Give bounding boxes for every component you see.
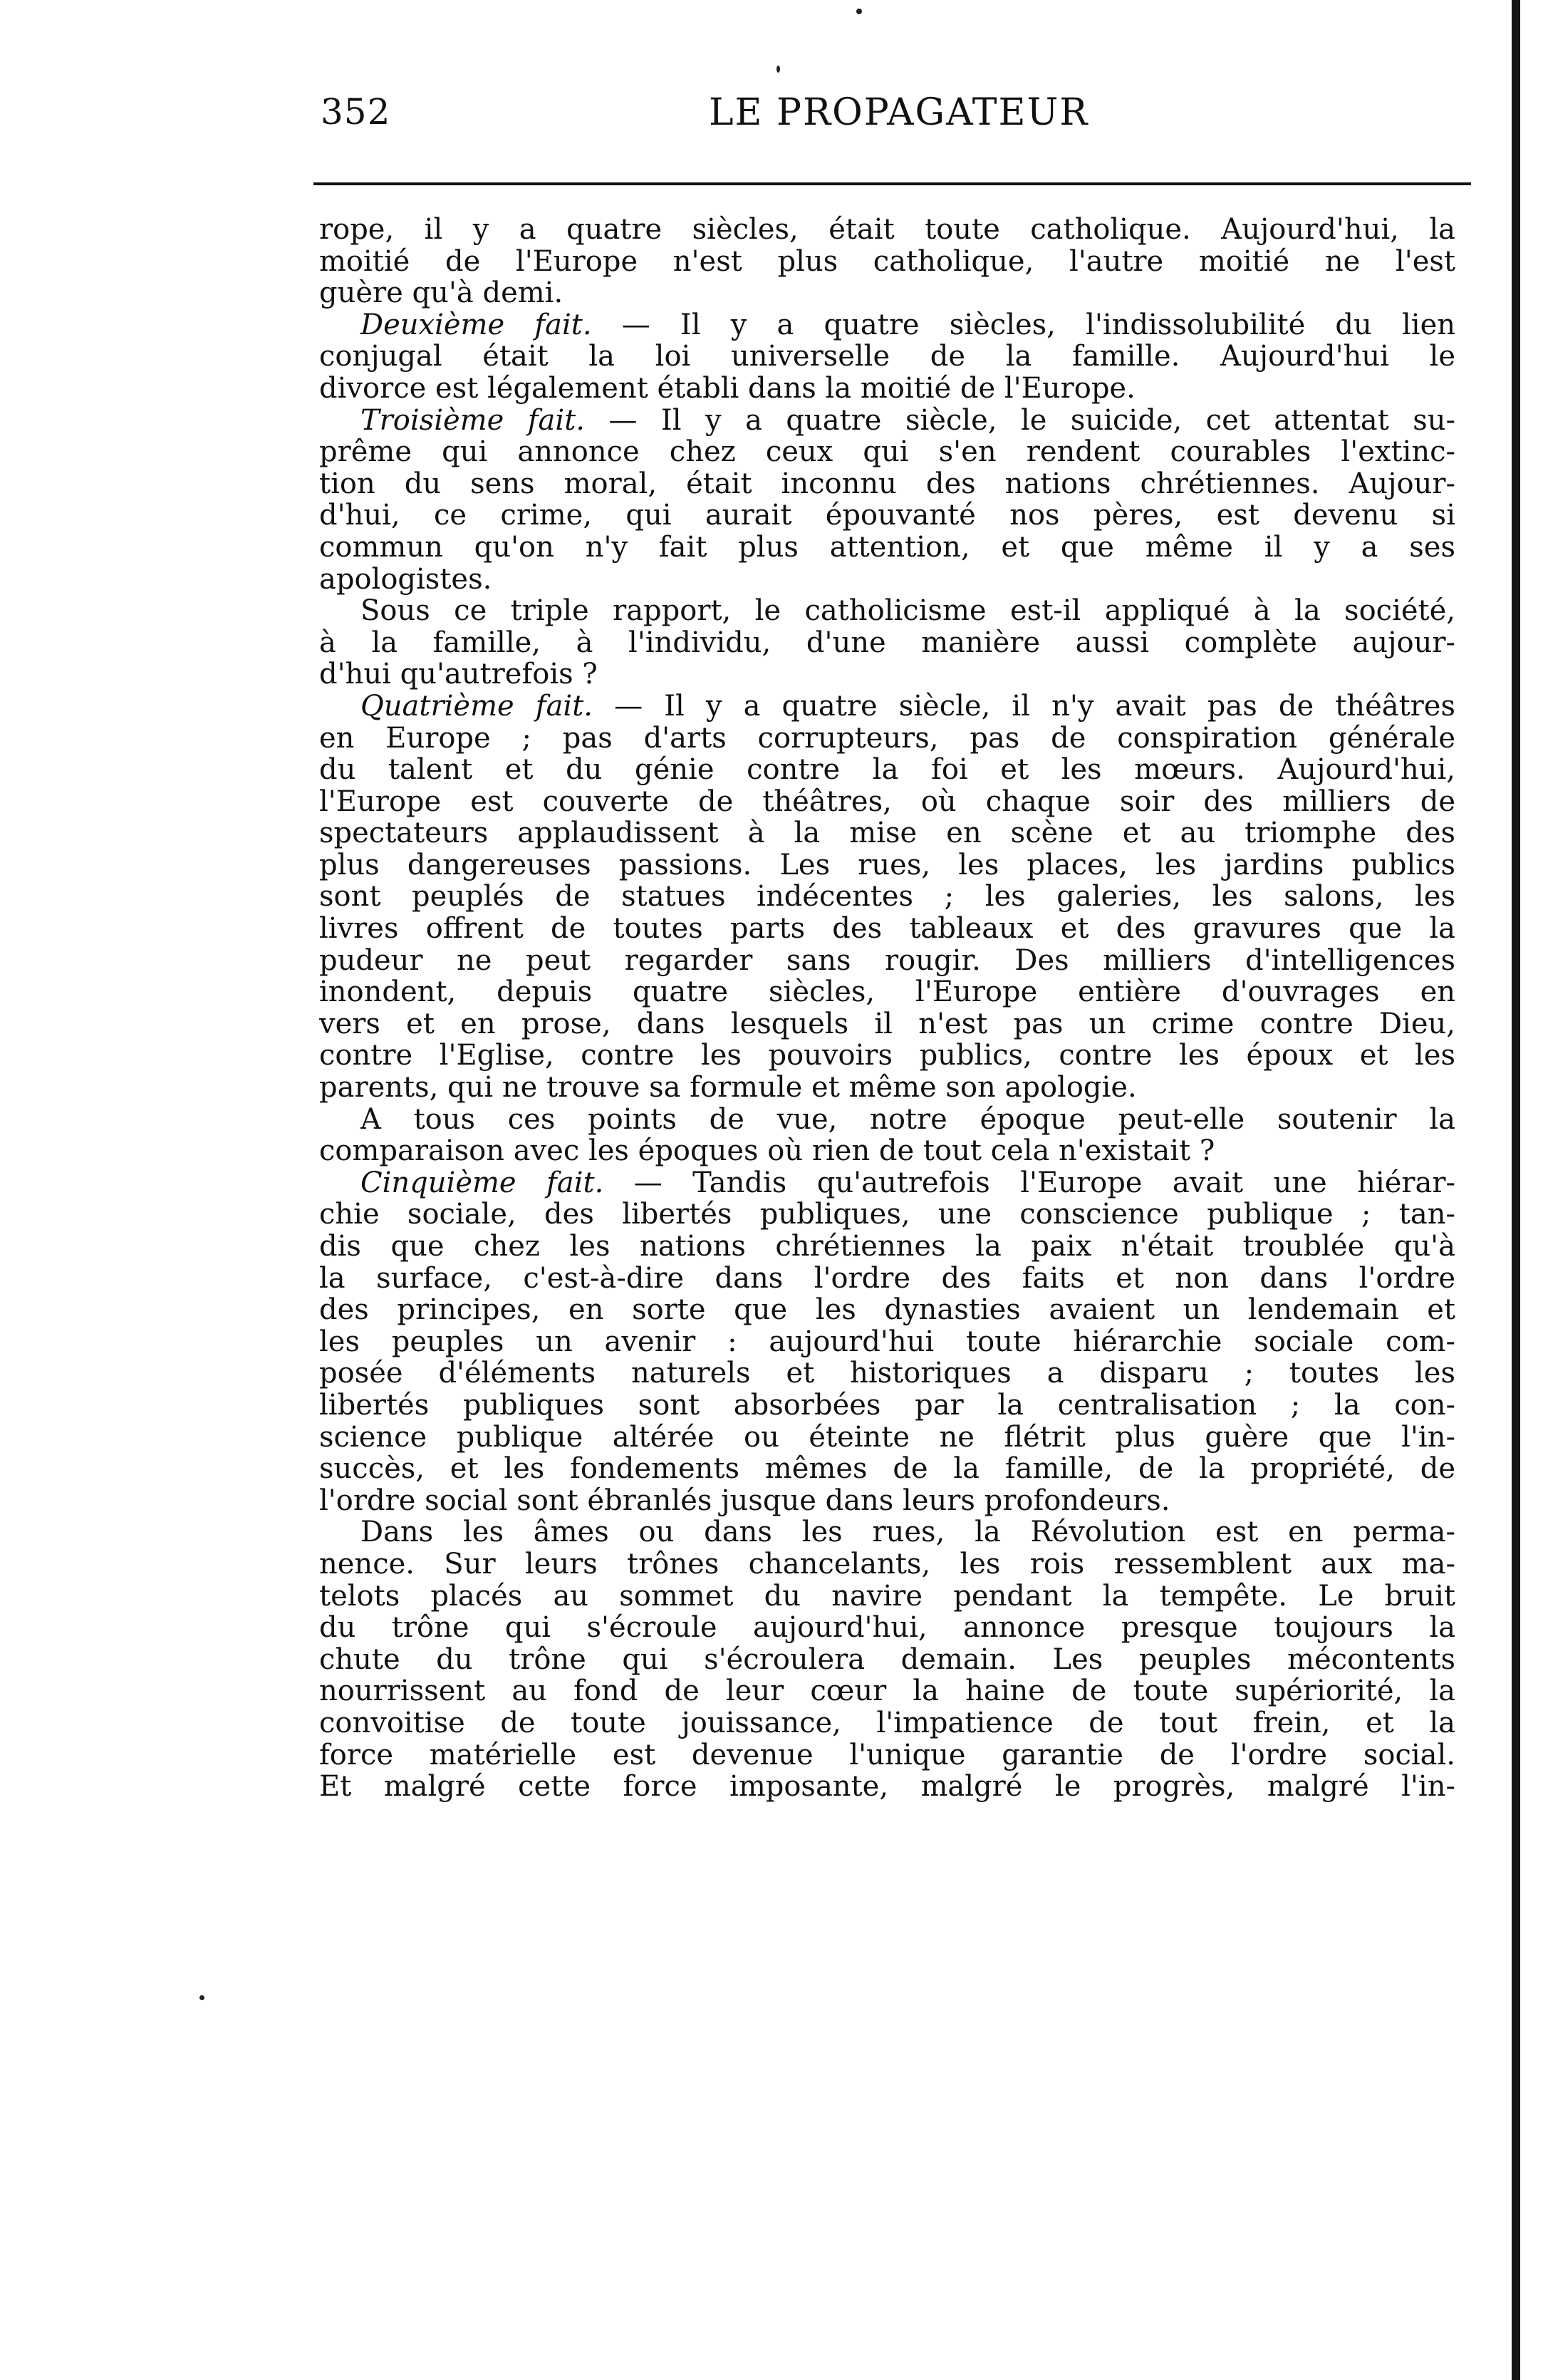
- text-line: [319, 373, 1455, 405]
- text-line: [319, 1739, 1455, 1771]
- line-text: prême qui annonce chez ceux qui s'en rendent courables l'extinc-: [319, 435, 1455, 469]
- line-text: l'ordre social sont ébranlés jusque dans leurs profondeurs.: [319, 1484, 1170, 1517]
- text-line: [319, 1294, 1455, 1326]
- line-text: sont peuplés de statues indécentes ; les galeries, les salons, les: [319, 880, 1455, 914]
- text-line: [319, 1580, 1455, 1613]
- text-line: [319, 1422, 1455, 1454]
- text-line: [319, 1548, 1455, 1580]
- line-text: dis que chez les nations chrétiennes la paix n'était troublée qu'à: [319, 1230, 1455, 1263]
- line-text: des principes, en sorte que les dynasties avaient un lendemain et: [319, 1293, 1455, 1327]
- text-line: [319, 627, 1455, 659]
- line-text: convoitise de toute jouissance, l'impatience de tout frein, et la: [319, 1706, 1455, 1739]
- line-text: d'hui, ce crime, qui aurait épouvanté nos pères, est devenu si: [319, 499, 1455, 532]
- section-lead: Cinquième fait.: [360, 1166, 604, 1199]
- text-line: [319, 1326, 1455, 1358]
- line-text: — Tandis qu'autrefois l'Europe avait une hiérar-: [603, 1166, 1455, 1199]
- section-lead: Quatrième fait.: [360, 689, 593, 723]
- text-line: [319, 214, 1455, 246]
- line-text: conjugal était la loi universelle de la famille. Aujourd'hui le: [319, 340, 1455, 373]
- line-text: comparaison avec les époques où rien de tout cela n'existait ?: [319, 1134, 1215, 1168]
- line-text: chute du trône qui s'écroulera demain. Les peuples mécontents: [319, 1642, 1455, 1676]
- line-text: du talent et du génie contre la foi et les mœurs. Aujourd'hui,: [319, 753, 1455, 787]
- line-text: l'Europe est couverte de théâtres, où chaque soir des milliers de: [319, 785, 1455, 818]
- scan-speck: [856, 9, 862, 14]
- text-line: [319, 1008, 1455, 1040]
- text-line: [319, 849, 1455, 881]
- text-line: [319, 817, 1455, 849]
- text-line: [319, 341, 1455, 373]
- scan-speck: [776, 66, 780, 73]
- text-line: [319, 690, 1455, 723]
- line-text: A tous ces points de vue, notre époque peut-elle soutenir la: [360, 1102, 1455, 1136]
- line-text: plus dangereuses passions. Les rues, les places, les jardins publics: [319, 848, 1455, 881]
- line-text: vers et en prose, dans lesquels il n'est pas un crime contre Dieu,: [319, 1007, 1455, 1040]
- text-line: [319, 1644, 1455, 1676]
- line-text: en Europe ; pas d'arts corrupteurs, pas de conspiration générale: [319, 721, 1455, 755]
- text-line: [319, 564, 1455, 596]
- text-line: [319, 1040, 1455, 1072]
- line-text: libertés publiques sont absorbées par la centralisation ; la con-: [319, 1388, 1455, 1422]
- text-line: [319, 1612, 1455, 1644]
- line-text: science publique altérée ou éteinte ne flétrit plus guère que l'in-: [319, 1420, 1455, 1454]
- text-line: [319, 1263, 1455, 1295]
- line-text: à la famille, à l'individu, d'une manière aussi complète aujour-: [319, 626, 1455, 659]
- text-line: [319, 786, 1455, 818]
- line-text: livres offrent de toutes parts des tableaux et des gravures que la: [319, 912, 1455, 946]
- line-text: succès, et les fondements mêmes de la famille, de la propriété, de: [319, 1452, 1455, 1486]
- header-rule: [313, 182, 1471, 185]
- text-line: [319, 500, 1455, 532]
- text-line: [319, 1104, 1455, 1136]
- line-text: nence. Sur leurs trônes chancelants, les rois ressemblent aux ma-: [319, 1547, 1455, 1580]
- scan-margin-shadow: [1512, 0, 1520, 2380]
- text-line: [319, 1135, 1455, 1167]
- text-line: [319, 658, 1455, 690]
- line-text: moitié de l'Europe n'est plus catholique, l'autre moitié ne l'est: [319, 244, 1455, 278]
- line-text: la surface, c'est-à-dire dans l'ordre des faits et non dans l'ordre: [319, 1261, 1455, 1295]
- text-line: [319, 1231, 1455, 1263]
- line-text: telots placés au sommet du navire pendant la tempête. Le bruit: [319, 1579, 1455, 1613]
- text-line: [319, 436, 1455, 468]
- line-text: force matérielle est devenue l'unique garantie de l'ordre social.: [319, 1738, 1455, 1771]
- body-text: [319, 214, 1455, 1803]
- line-text: nourrissent au fond de leur cœur la haine de toute supériorité, la: [319, 1675, 1455, 1708]
- line-text: posée d'éléments naturels et historiques a disparu ; toutes les: [319, 1357, 1455, 1390]
- line-text: inondent, depuis quatre siècles, l'Europe entière d'ouvrages en: [319, 976, 1455, 1009]
- text-line: [319, 1072, 1455, 1104]
- text-line: [319, 1167, 1455, 1199]
- line-text: Sous ce triple rapport, le catholicisme est-il appliqué à la société,: [360, 594, 1455, 628]
- running-title: LE PROPAGATEUR: [709, 91, 1089, 134]
- scan-speck: [199, 1995, 204, 2000]
- text-line: [319, 532, 1455, 564]
- line-text: spectateurs applaudissent à la mise en scène et au triomphe des: [319, 817, 1455, 850]
- line-text: du trône qui s'écroule aujourd'hui, annonce presque toujours la: [319, 1611, 1455, 1645]
- text-line: [319, 246, 1455, 278]
- line-text: parents, qui ne trouve sa formule et même son apologie.: [319, 1071, 1137, 1104]
- text-line: [319, 945, 1455, 977]
- text-line: [319, 468, 1455, 500]
- line-text: Et malgré cette force imposante, malgré le progrès, malgré l'in-: [319, 1770, 1455, 1804]
- line-text: d'hui qu'autrefois ?: [319, 658, 598, 691]
- line-text: apologistes.: [319, 562, 492, 596]
- text-line: [319, 913, 1455, 945]
- text-line: [319, 1453, 1455, 1485]
- line-text: commun qu'on n'y fait plus attention, et que même il y a ses: [319, 530, 1455, 564]
- line-text: tion du sens moral, était inconnu des nations chrétiennes. Aujour-: [319, 467, 1455, 500]
- text-line: [319, 277, 1455, 309]
- text-line: [319, 754, 1455, 786]
- line-text: — Il y a quatre siècle, il n'y avait pas de théâtres: [593, 689, 1455, 723]
- text-line: [319, 1485, 1455, 1517]
- line-text: Dans les âmes ou dans les rues, la Révolution est en perma-: [360, 1516, 1455, 1549]
- line-text: rope, il y a quatre siècles, était toute catholique. Aujourd'hui, la: [319, 213, 1455, 246]
- text-line: [319, 1516, 1455, 1548]
- line-text: pudeur ne peut regarder sans rougir. Des milliers d'intelligences: [319, 943, 1455, 977]
- section-lead: Troisième fait.: [360, 403, 585, 437]
- text-line: [319, 1771, 1455, 1803]
- text-line: [319, 1707, 1455, 1739]
- line-text: divorce est légalement établi dans la moitié de l'Europe.: [319, 371, 1136, 405]
- text-line: [319, 881, 1455, 913]
- text-line: [319, 309, 1455, 341]
- text-line: [319, 405, 1455, 437]
- text-line: [319, 1675, 1455, 1707]
- line-text: — Il y a quatre siècles, l'indissolubilité du lien: [591, 308, 1456, 341]
- page-header: [321, 91, 1471, 141]
- page-number: 352: [321, 91, 391, 133]
- text-line: [319, 595, 1455, 627]
- line-text: — Il y a quatre siècle, le suicide, cet attentat su-: [584, 403, 1456, 437]
- text-line: [319, 1199, 1455, 1231]
- line-text: guère qu'à demi.: [319, 276, 563, 310]
- line-text: chie sociale, des libertés publiques, une conscience publique ; tan-: [319, 1198, 1455, 1231]
- text-line: [319, 1357, 1455, 1390]
- line-text: les peuples un avenir : aujourd'hui toute hiérarchie sociale com-: [319, 1325, 1455, 1358]
- text-line: [319, 976, 1455, 1008]
- text-line: [319, 1390, 1455, 1422]
- text-line: [319, 723, 1455, 755]
- section-lead: Deuxième fait.: [360, 308, 592, 341]
- line-text: contre l'Eglise, contre les pouvoirs publics, contre les époux et les: [319, 1039, 1455, 1072]
